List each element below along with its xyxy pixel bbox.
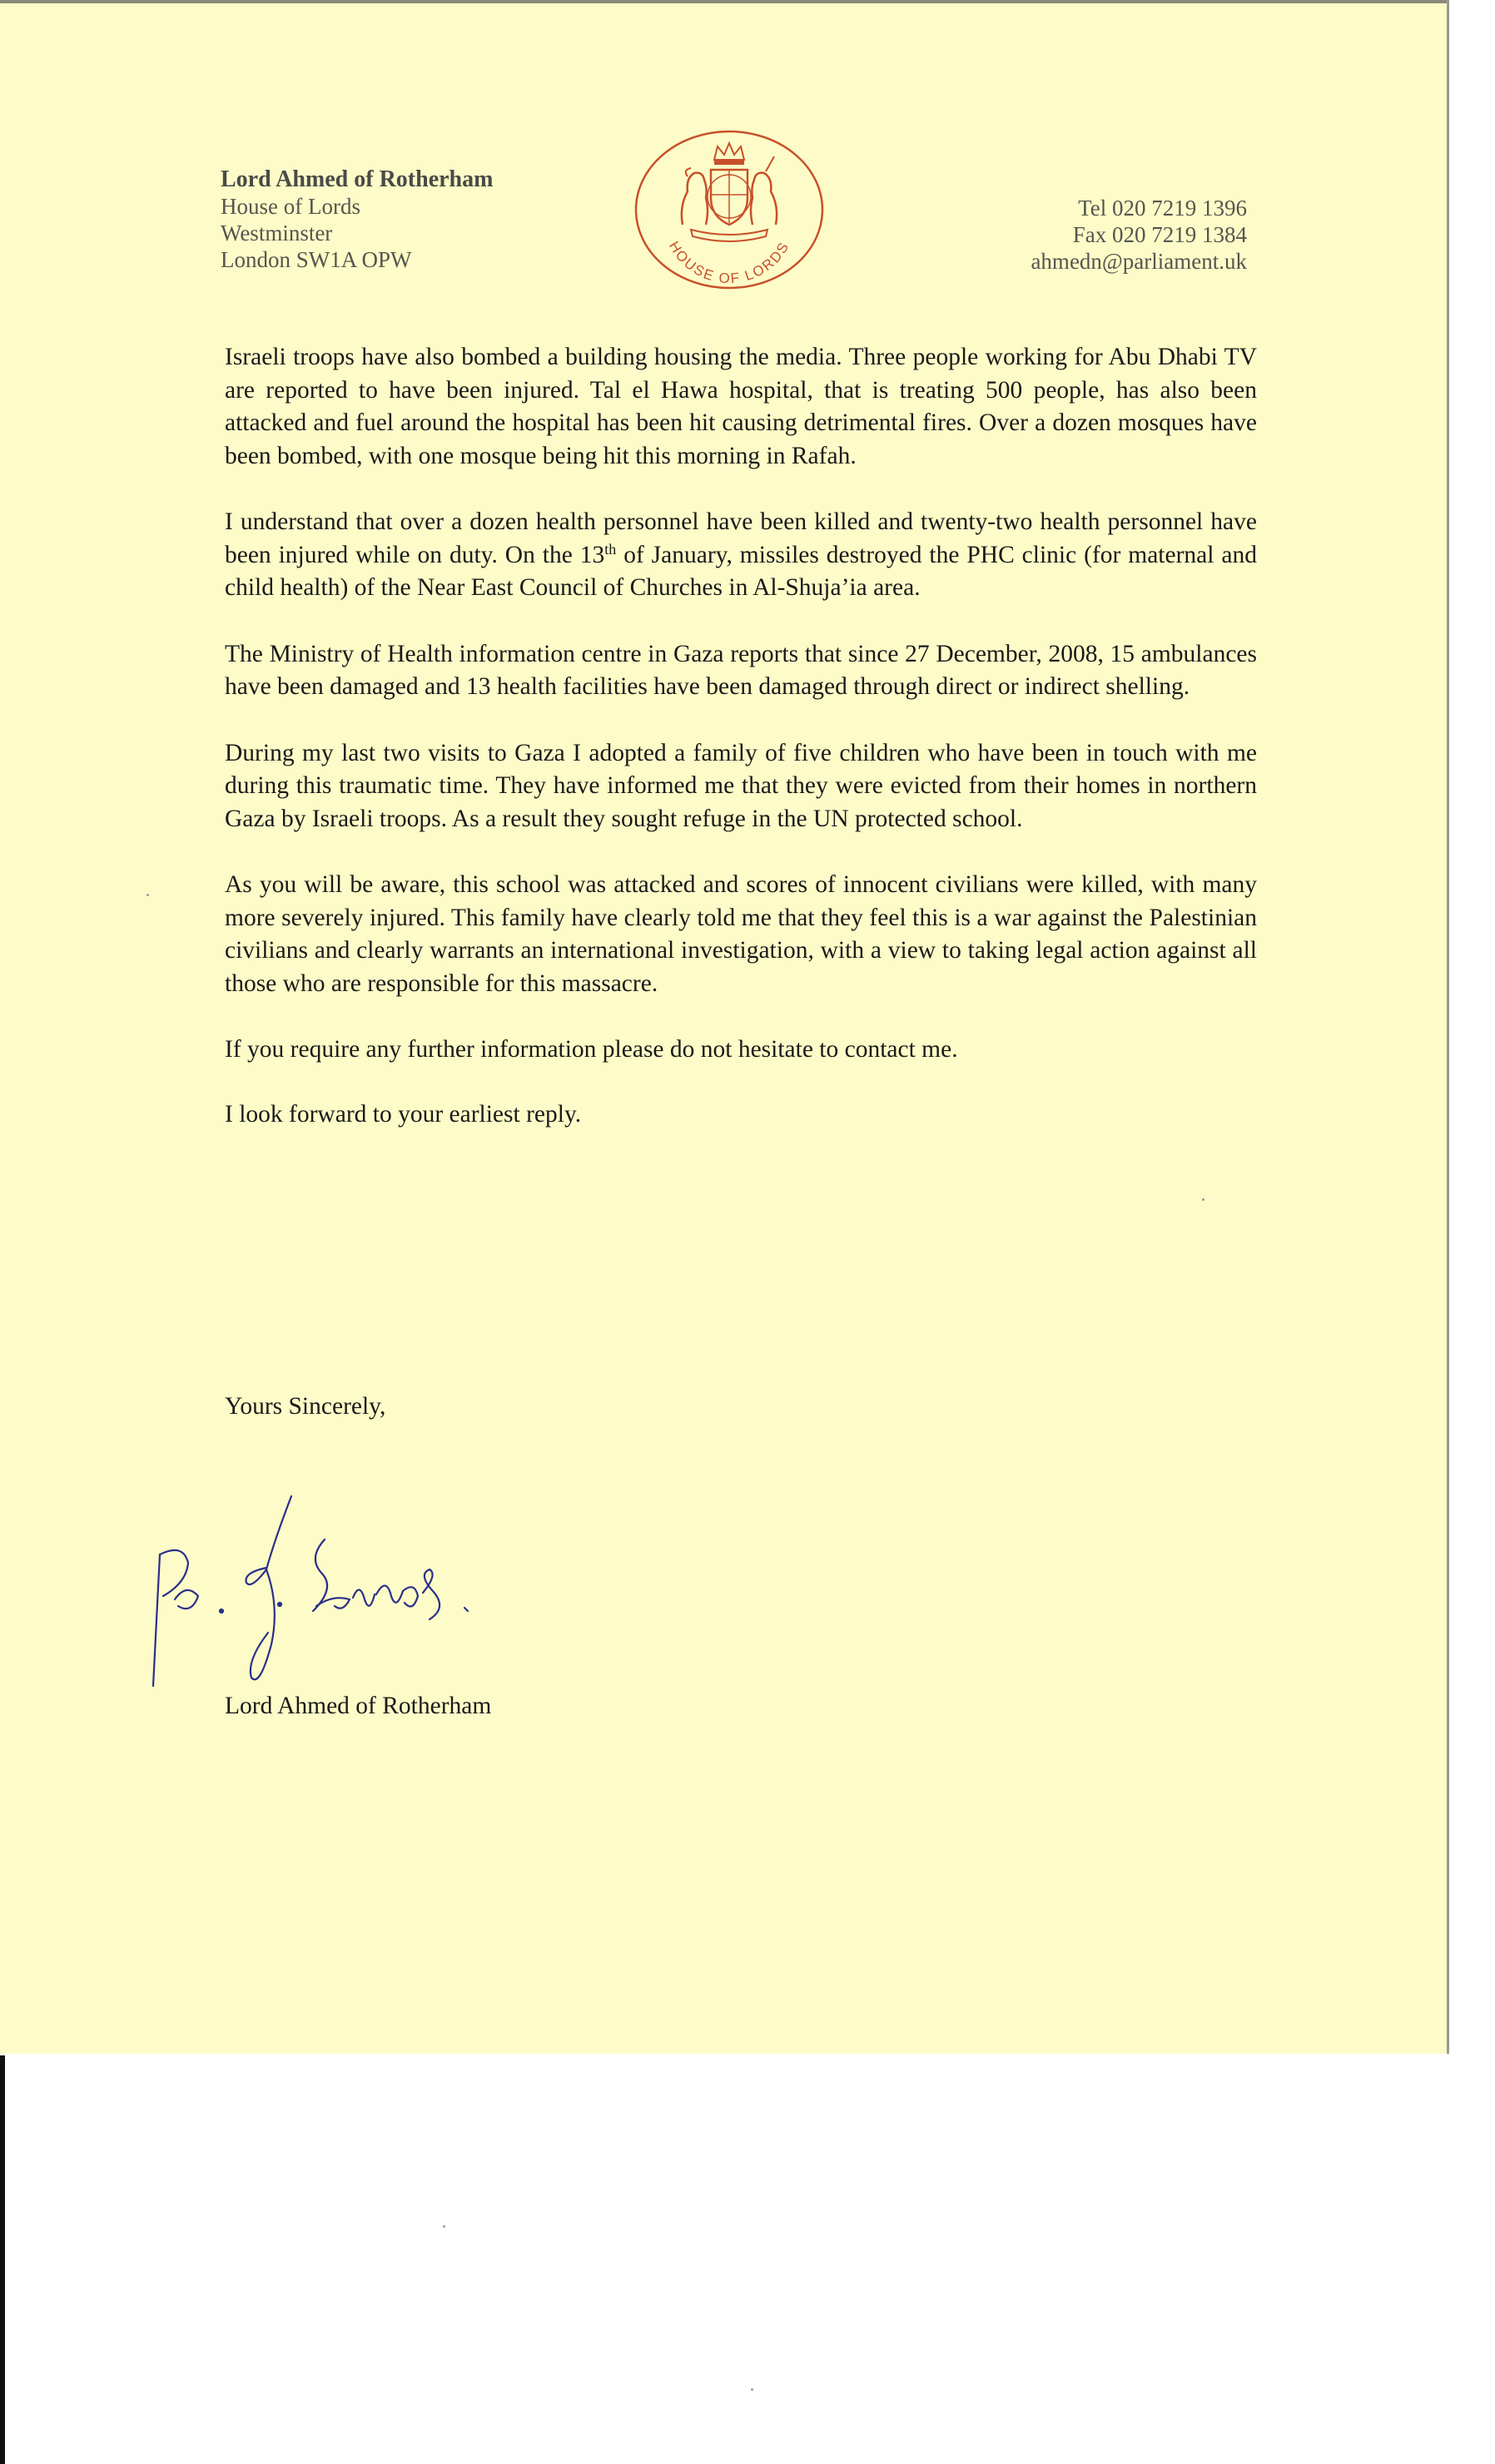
sender-name: Lord Ahmed of Rotherham	[221, 166, 494, 192]
scan-speck	[1202, 1198, 1204, 1201]
crest-text: HOUSE OF LORDS	[665, 238, 793, 287]
scan-speck	[443, 2225, 445, 2228]
phone-number: Tel 020 7219 1396	[1078, 196, 1247, 221]
paragraph-ministry-report: The Ministry of Health information centre in Gaza reports that since 27 December, 2008, 15 ambulances have been damaged and 13 health facilities have been damaged through direct or indirect shelling.	[225, 640, 1257, 700]
paragraph-school-attack: As you will be aware, this school was attacked and scores of innocent civilians were killed, with many more severely injured. This family have clearly told me that they feel this is a war against the Palestinian civilians and clearly warrants an international investigation, with a view to taking legal action against all those who are responsible for this massacre.	[225, 871, 1257, 997]
address-line: London SW1A OPW	[221, 247, 412, 272]
scan-edge-right	[1447, 0, 1449, 2054]
paragraph-further-info: If you require any further information please do not hesitate to contact me.	[225, 1036, 958, 1063]
sender-block	[221, 166, 493, 273]
paragraph-health-personnel	[225, 506, 1257, 605]
paragraph-text: of January, missiles destroyed the PHC clinic (for maternal and child health) of the Near East Council of Churches in Al-Shuja’ia area.	[225, 541, 1257, 601]
handwritten-signature	[150, 1490, 649, 1689]
house-of-lords-crest-icon	[633, 126, 826, 293]
fax-number: Fax 020 7219 1384	[1072, 222, 1247, 247]
address-line: Westminster	[221, 221, 333, 245]
email-address: ahmedn@parliament.uk	[1031, 249, 1247, 274]
paragraph-adopted-family: During my last two visits to Gaza I adopted a family of five children who have been in touch with me during this traumatic time. They have informed me that they were evicted from their homes in northern Gaza by Israeli troops. As a result they sought refuge in the UN protected school.	[225, 739, 1257, 832]
paragraph-text: I understand that over a dozen health personnel have been killed and twenty-two health personnel have been injured while on duty. On the 13	[225, 508, 1257, 568]
scan-speck	[147, 894, 149, 896]
address-line: House of Lords	[221, 194, 360, 219]
scan-edge-left	[0, 2055, 5, 2464]
closing-salutation: Yours Sincerely,	[225, 1393, 386, 1420]
letter-body	[225, 341, 1257, 1164]
ordinal-suffix: th	[604, 540, 617, 558]
signatory-name: Lord Ahmed of Rotherham	[225, 1693, 492, 1719]
scan-speck	[751, 2388, 753, 2391]
paragraph-reply: I look forward to your earliest reply.	[225, 1100, 582, 1128]
contact-block	[1031, 195, 1247, 275]
paragraph-media-bombing: Israeli troops have also bombed a building housing the media. Three people working for Abu Dhabi TV are reported to have been injured. Tal el Hawa hospital, that is treating 500 people, has also been attacked and fuel around the hospital has been hit causing detrimental fires. Over a dozen mosques have been bombed, with one mosque being hit this morning in Rafah.	[225, 344, 1257, 469]
